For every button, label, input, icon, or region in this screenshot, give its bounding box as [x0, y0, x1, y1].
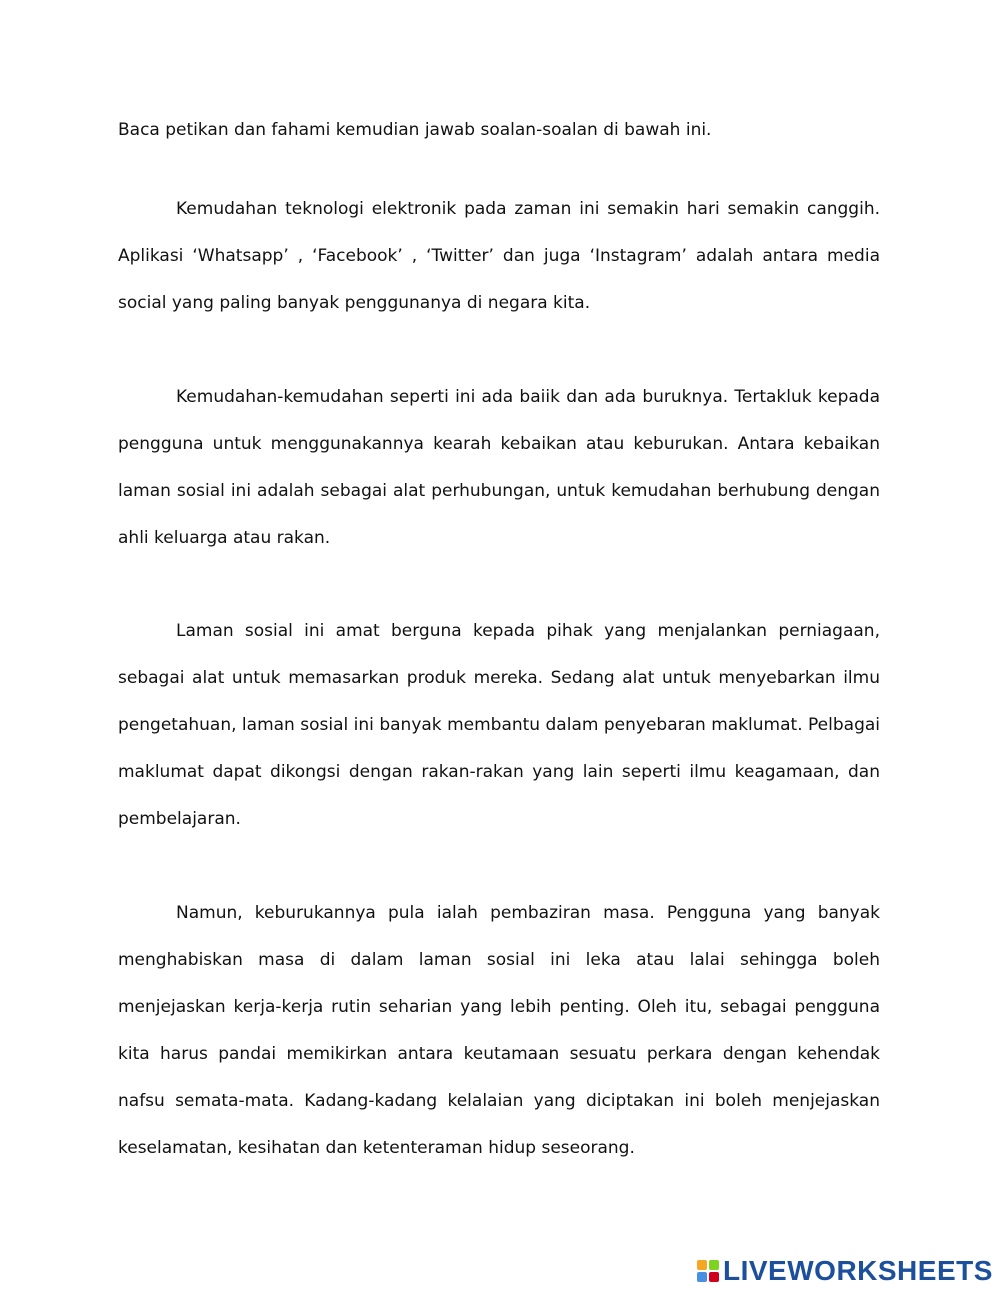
logo-square-3 — [697, 1272, 707, 1282]
passage-paragraph-3: Laman sosial ini amat berguna kepada pihak yang menjalankan perniagaan, sebagai alat untuk memasarkan produk mereka. Sedang alat untuk menyebarkan ilmu pengetahuan, laman sosial ini banyak membantu dalam penyebaran maklumat. Pelbagai maklumat dapat dikongsi dengan rakan-rakan yang lain seperti ilmu keagamaan, dan pembelajaran. — [118, 621, 880, 829]
instruction-text: Baca petikan dan fahami kemudian jawab soalan-soalan di bawah ini. — [118, 120, 712, 140]
passage-paragraph-4: Namun, keburukannya pula ialah pembaziran masa. Pengguna yang banyak menghabiskan masa di dalam laman sosial ini leka atau lalai sehingga boleh menjejaskan kerja-kerja rutin seharian yang lebih penting. Oleh itu, sebagai pengguna kita harus pandai memikirkan antara keutamaan sesuatu perkara dengan kehendak nafsu semata-mata. Kadang-kadang kelalaian yang diciptakan ini boleh menjejaskan keselamatan, kesihatan dan ketenteraman hidup seseorang. — [118, 903, 880, 1158]
logo-square-4 — [709, 1272, 719, 1282]
liveworksheets-logo-icon — [697, 1260, 719, 1282]
logo-square-1 — [697, 1260, 707, 1270]
liveworksheets-watermark — [697, 1254, 993, 1288]
watermark-text: LIVEWORKSHEETS — [723, 1255, 993, 1286]
logo-square-2 — [709, 1260, 719, 1270]
passage-paragraph-1: Kemudahan teknologi elektronik pada zaman ini semakin hari semakin canggih. Aplikasi ‘Whatsapp’ , ‘Facebook’ , ‘Twitter’ dan juga ‘Instagram’ adalah antara media social yang paling banyak penggunanya di negara kita. — [118, 199, 880, 313]
passage-paragraph-2: Kemudahan-kemudahan seperti ini ada baiik dan ada buruknya. Tertakluk kepada pengguna untuk menggunakannya kearah kebaikan atau keburukan. Antara kebaikan laman sosial ini adalah sebagai alat perhubungan, untuk kemudahan berhubung dengan ahli keluarga atau rakan. — [118, 387, 880, 548]
